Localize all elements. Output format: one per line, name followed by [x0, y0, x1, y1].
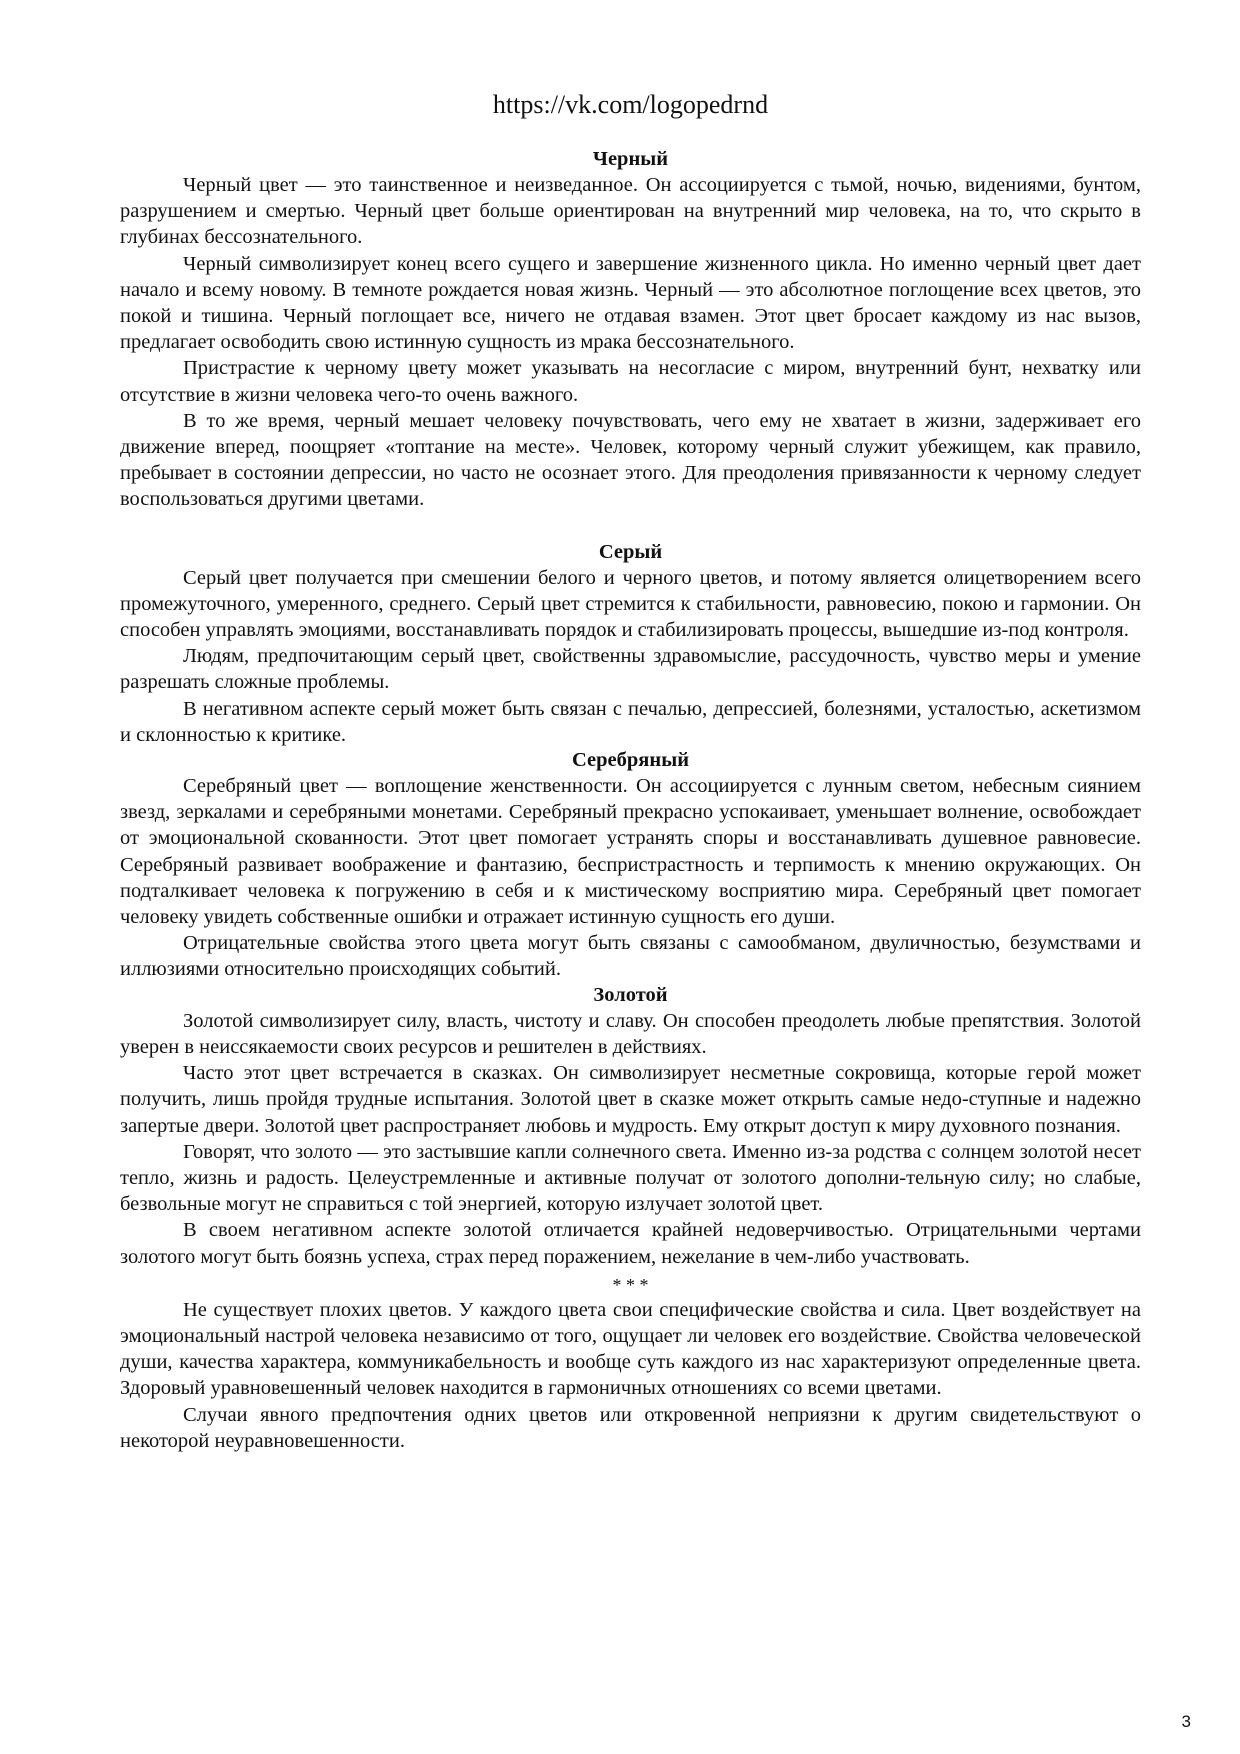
paragraph: Говорят, что золото — это застывшие капли солнечного света. Именно из-за родства с солнцем золотой несет тепло, жизнь и радость. Целеустремленные и активные получат от золотого дополни-тельную силу; но слабые, безвольные могут не справиться с той энергией, которую излучает золотой цвет.	[120, 1140, 1141, 1216]
paragraph: Отрицательные свойства этого цвета могут быть связаны с самообманом, двуличностью, безумствами и иллюзиями относительно происходящих событий.	[120, 932, 1141, 981]
header-url[interactable]: https://vk.com/logopedrnd	[492, 90, 769, 119]
paragraph: Не существует плохих цветов. У каждого цвета свои специфические свойства и сила. Цвет воздействует на эмоциональный настрой человека независимо от того, ощущает ли человек его воздействие. Свойства человеческой души, качества характера, коммуникабельность и вообще суть каждого из нас характеризуют определенные цвета. Здоровый уравновешенный человек находится в гармоничных отношениях со всеми цветами.	[120, 1298, 1141, 1400]
paragraph: Часто этот цвет встречается в сказках. Он символизирует несметные сокровища, которые герой может получить, лишь пройдя трудные испытания. Золотой цвет в сказке может открыть самые недо-ступные и надежно запертые двери. Золотой цвет распространяет любовь и мудрость. Ему открыт доступ к миру духовного познания.	[120, 1062, 1141, 1137]
paragraph: В своем негативном аспекте золотой отличается крайней недоверчивостью. Отрицательными чертами золотого могут быть боязнь успеха, страх перед поражением, нежелание в чем-либо участвовать.	[120, 1219, 1141, 1268]
section-conclusion	[120, 1297, 1141, 1454]
separator-stars: * * *	[612, 1274, 649, 1295]
section-title-silver: Серебряный	[571, 749, 690, 772]
paragraph: Черный цвет — это таинственное и неизведанное. Он ассоциируется с тьмой, ночью, видениями, бунтом, разрушением и смертью. Черный цвет больше ориентирован на внутренний мир человека, на то, что скрыто в глубинах бессознательного.	[120, 174, 1141, 249]
section-spacer	[120, 513, 1141, 540]
document-page	[120, 90, 1141, 1454]
paragraph: Случаи явного предпочтения одних цветов или откровенной неприязни к другим свидетельствуют о некоторой неуравновешенности.	[120, 1403, 1141, 1452]
paragraph: В то же время, черный мешает человеку почувствовать, чего ему не хватает в жизни, задерживает его движение вперед, поощряет «топтание на месте». Человек, которому черный служит убежищем, как правило, пребывает в состоянии депрессии, но часто не осознает этого. Для преодоления привязанности к черному следует воспользоваться другими цветами.	[120, 409, 1141, 511]
paragraph: Серебряный цвет — воплощение женственности. Он ассоциируется с лунным светом, небесным сиянием звезд, зеркалами и серебряными монетами. Серебряный прекрасно успокаивает, уменьшает волнение, освобождает от эмоциональной скованности. Этот цвет помогает устранять споры и восстанавливать душевное равновесие. Серебряный развивает воображение и фантазию, беспристрастность и терпимость к мнению окружающих. Он подталкивает человека к погружению в себя и к мистическому восприятию мира. Серебряный цвет помогает человеку увидеть собственные ошибки и отражает истинную сущность его души.	[120, 775, 1141, 929]
section-title-gray: Серый	[598, 540, 663, 563]
section-black	[120, 147, 1141, 513]
section-title-gold: Золотой	[593, 983, 668, 1006]
paragraph: Пристрастие к черному цвету может указывать на несогласие с миром, внутренний бунт, нехватку или отсутствие в жизни человека чего-то очень важного.	[120, 357, 1141, 406]
section-silver	[120, 748, 1141, 983]
page-number: 3	[1181, 1712, 1191, 1731]
section-title-black: Черный	[592, 148, 669, 170]
section-gold	[120, 983, 1141, 1270]
paragraph: Людям, предпочитающим серый цвет, свойственны здравомыслие, рассудочность, чувство меры и умение разрешать сложные проблемы.	[120, 645, 1141, 694]
paragraph: Серый цвет получается при смешении белого и черного цветов, и потому является олицетворением всего промежуточного, умеренного, среднего. Серый цвет стремится к стабильности, равновесию, покою и гармонии. Он способен управлять эмоциями, восстанавливать порядок и стабилизировать процессы, вышедшие из-под контроля.	[120, 566, 1141, 642]
paragraph: В негативном аспекте серый может быть связан с печалью, депрессией, болезнями, усталостью, аскетизмом и склонностью к критике.	[120, 697, 1141, 746]
paragraph: Черный символизирует конец всего сущего и завершение жизненного цикла. Но именно черный цвет дает начало и всему новому. В темноте рождается новая жизнь. Черный — это абсолютное поглощение всех цветов, это покой и тишина. Черный поглощает все, ничего не отдавая взамен. Этот цвет бросает каждому из нас вызов, предлагает освободить свою истинную сущность из мрака бессознательного.	[120, 252, 1141, 354]
section-gray	[120, 540, 1141, 748]
paragraph: Золотой символизирует силу, власть, чистоту и славу. Он способен преодолеть любые препятствия. Золотой уверен в неиссякаемости своих ресурсов и решителен в действиях.	[120, 1009, 1141, 1058]
